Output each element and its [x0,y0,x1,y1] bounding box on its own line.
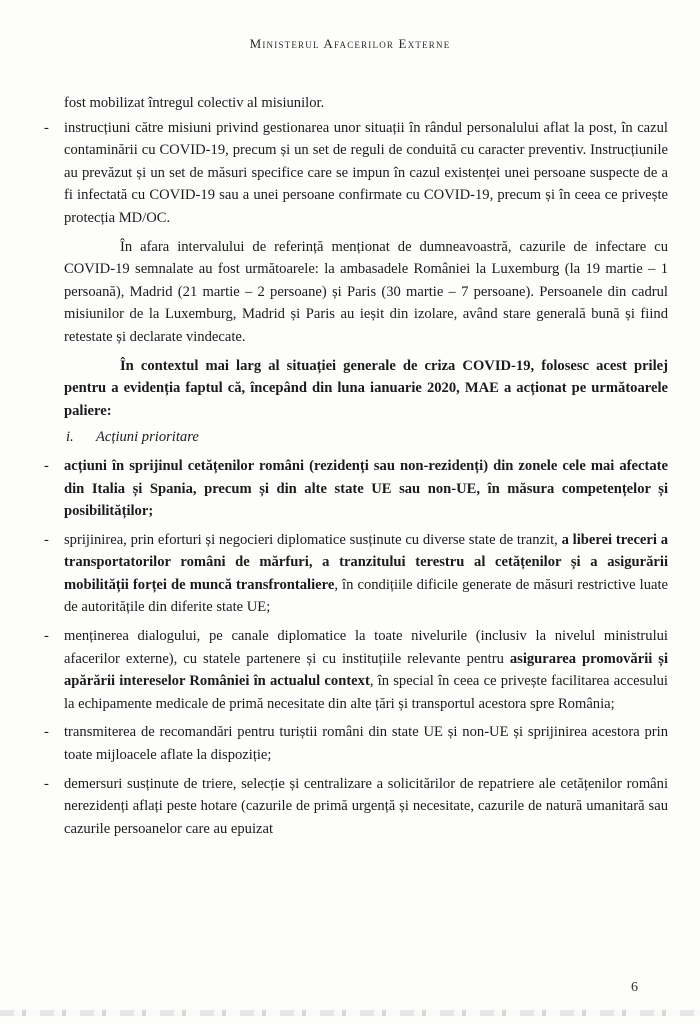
list-item [44,721,668,766]
dash-bullet: - [44,775,49,792]
list-item-text: sprijinirea, prin eforturi și negocieri diplomatice susținute cu diverse state de tranzit, [64,531,562,548]
list-item [44,117,668,230]
list-item-emphasis: asigurarea promovării și apărării intereselor României în actualul context [64,650,669,690]
list-item-text: demersuri susținute de triere, selecție și centralizare a solicitărilor de repatriere ale cetățenilor români nerezidenți aflați peste hotare (cazurile de primă urgență și necesitate, cazurile de natură umanitară sau cazurile persoanelor care au epuizat [64,775,668,837]
list-item [44,625,668,715]
list-item-text: , în condițiile dificile generate de măsuri restrictive luate de autoritățile din diferite state UE; [64,576,668,616]
section-number: i. [66,429,74,446]
dash-bullet: - [44,119,49,136]
list-item-text: transmiterea de recomandări pentru turiștii români din state UE și non-UE și sprijinirea acestora prin toate mijloacele aflate la dispoziție; [64,724,668,764]
list-item-text: acțiuni în sprijinul cetățenilor români (rezidenți sau non-rezidenți) din zonele cele mai afectate din Italia și Spania, precum și din alte state UE sau non-UE, în măsura competențelor și posibilităților; [64,457,668,520]
list-item-text: menținerea dialogului, pe canale diplomatice la toate nivelurile (inclusiv la nivelul ministrului afacerilor externe), cu statele partenere și cu instituțiile relevante pentru [64,628,668,667]
dash-bullet: - [44,457,49,474]
section-title: Acțiuni prioritare [96,429,199,446]
list-item [44,773,668,841]
paragraph: În afara intervalului de referință menționat de dumneavoastră, cazurile de infectare cu COVID-19 semnalate au fost următoarele: la ambasadele României la Luxemburg (la 19 martie – 1 persoană), Madrid (21 martie – 2 persoane) și Paris (30 martie – 7 persoane). Persoanele din cadrul misiunilor de la Luxemburg, Madrid și Paris au ieșit din izolare, având stare generală bună și fiind retestate și declarate vindecate. [64,238,668,345]
page-number: 6 [631,980,638,995]
list-item-text: , în special în ceea ce privește facilitarea accesului la echipamente medicale de primă necesitate din alte țări și transportul acestora spre România; [64,673,668,712]
document-body [44,92,668,846]
list-item-emphasis: a liberei treceri a transportatorilor români de mărfuri, a tranzitului terestru al cetățenilor și a asigurării mobilității forței de muncă transfrontaliere [64,531,669,593]
continuation-paragraph: fost mobilizat întregul colectiv al misiunilor. [64,95,325,111]
page-header: Ministerul Afacerilor Externe [249,36,451,51]
section-heading [44,426,668,449]
list-item [44,455,668,523]
dash-bullet: - [44,724,49,741]
bold-paragraph: În contextul mai larg al situației generale de criza COVID-19, folosesc acest prilej pentru a evidenția faptul că, începând din luna ianuarie 2020, MAE a acționat pe următoarele paliere: [64,357,668,419]
dash-bullet: - [44,531,49,548]
scan-artifact-strip [0,1010,700,1016]
dash-bullet: - [44,628,49,645]
list-item [44,529,668,619]
list-item-text: instrucțiuni către misiuni privind gestionarea unor situații în rândul personalului aflat la post, în cazul contaminării cu COVID-19, precum și un set de reguli de conduită cu caracter preventiv. Instrucțiunile au prevăzut și un set de măsuri specifice care se impun în cazul existenței unei persoane suspecte de a fi infectată cu COVID-19 sau a unei persoane confirmate cu COVID-19, precum și în ceea ce privește protecția MD/OC. [64,119,668,226]
